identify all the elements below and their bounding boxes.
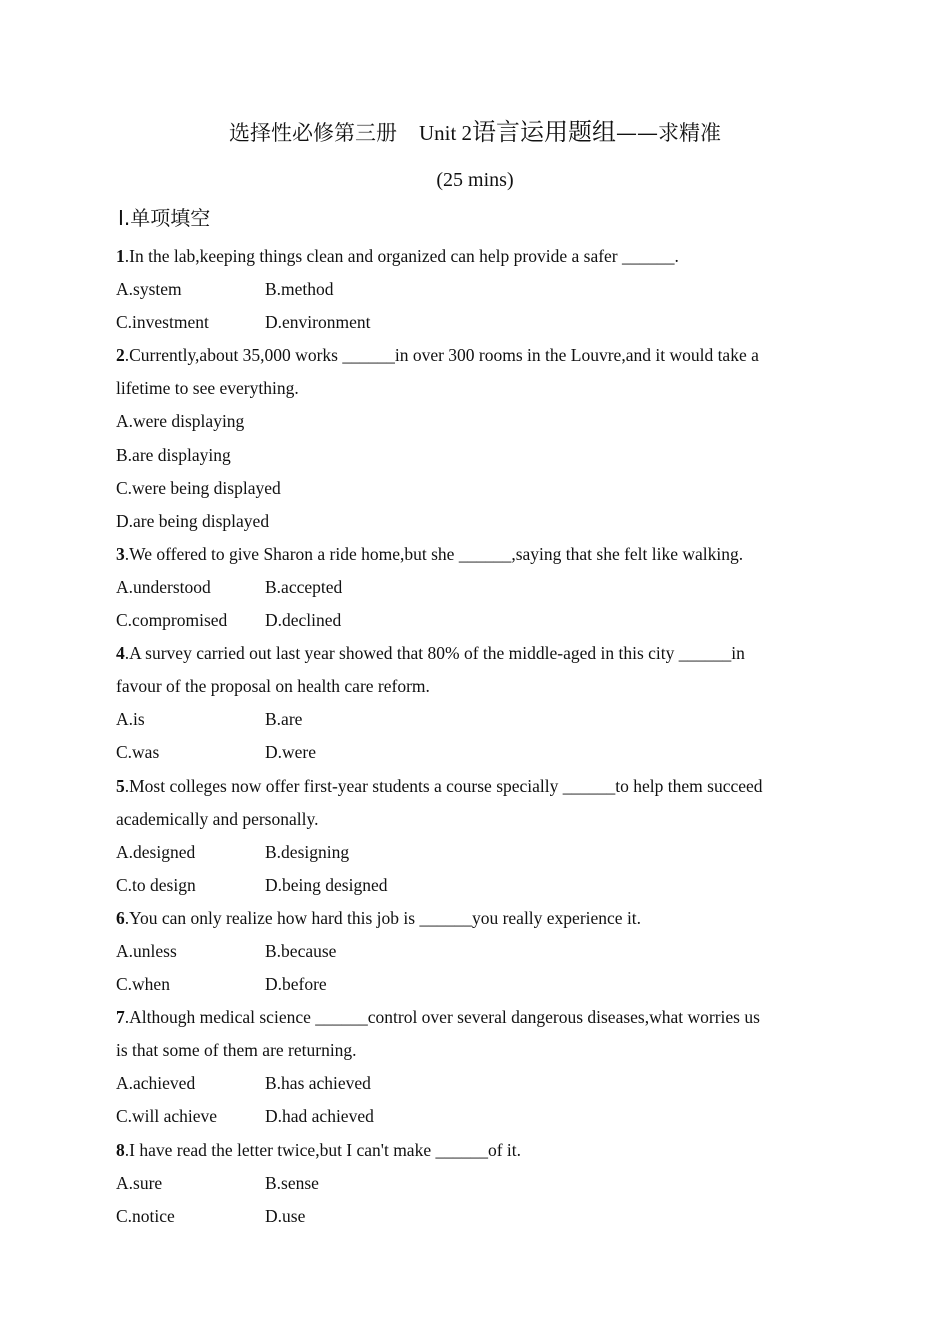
answer-option: A.sure (116, 1172, 163, 1193)
answer-option: A.achieved (116, 1073, 196, 1094)
question-number: 4 (116, 643, 125, 664)
question-number: 2 (116, 345, 125, 366)
section-heading: Ⅰ.单项填空 (118, 206, 211, 230)
question-7-options-row (116, 1100, 831, 1133)
question-4-stem-line (116, 670, 831, 703)
question-6-options-row (116, 935, 831, 968)
title-motto: ——求精准 (616, 121, 722, 145)
answer-option: A.unless (116, 940, 177, 961)
question-2-options-row (116, 505, 831, 538)
question-1-options-row (116, 273, 831, 306)
answer-option: B.because (265, 940, 337, 961)
question-1-options-row (116, 306, 831, 339)
question-5-stem-line (116, 803, 831, 836)
question-list (116, 240, 831, 1233)
answer-option: D.were (265, 742, 317, 763)
question-2-stem-line (116, 339, 831, 372)
question-text: .Most colleges now offer first-year students a course specially ______to help them succeed (124, 775, 763, 796)
answer-option: C.notice (116, 1205, 175, 1226)
time-limit: (25 mins) (436, 169, 514, 191)
title-topic: 语言运用题组 (472, 118, 617, 146)
title-book-name: 选择性必修第三册 (228, 121, 397, 145)
question-5-stem-line (116, 770, 831, 803)
answer-option: C.when (116, 974, 170, 995)
question-2-stem-line (116, 372, 831, 405)
question-text: lifetime to see everything. (116, 378, 299, 399)
question-text: academically and personally. (116, 808, 319, 829)
question-7-stem-line (116, 1034, 831, 1067)
answer-option: B.are (265, 709, 303, 730)
question-2-options-row (116, 439, 831, 472)
answer-option: D.use (265, 1205, 306, 1226)
question-2-options-row (116, 472, 831, 505)
question-text: .You can only realize how hard this job is ______you really experience it. (124, 907, 642, 928)
answer-option: A.is (116, 709, 145, 730)
answer-option: A.understood (116, 576, 211, 597)
question-text: .I have read the letter twice,but I can't make ______of it. (124, 1139, 522, 1160)
question-number: 6 (116, 907, 125, 928)
question-6-stem-line (116, 902, 831, 935)
question-number: 7 (116, 1007, 125, 1028)
question-text: is that some of them are returning. (116, 1040, 357, 1061)
question-text: .Although medical science ______control over several dangerous diseases,what worries us (124, 1007, 760, 1028)
answer-option: B.sense (265, 1172, 319, 1193)
answer-option: C.will achieve (116, 1106, 218, 1127)
question-7-options-row (116, 1067, 831, 1100)
question-5-options-row (116, 836, 831, 869)
question-5-options-row (116, 869, 831, 902)
question-3-options-row (116, 604, 831, 637)
question-number: 5 (116, 775, 125, 796)
question-number: 3 (116, 543, 125, 564)
answer-option: D.before (265, 974, 327, 995)
answer-option: D.being designed (265, 874, 388, 895)
question-4-options-row (116, 736, 831, 769)
answer-option: D.environment (265, 312, 371, 333)
answer-option: C.was (116, 742, 160, 763)
question-6-options-row (116, 968, 831, 1001)
answer-option: B.has achieved (265, 1073, 371, 1094)
question-2-options-row (116, 405, 831, 438)
question-number: 1 (116, 246, 125, 266)
question-text: .A survey carried out last year showed that 80% of the middle-aged in this city ______in (124, 643, 745, 664)
answer-option: A.system (116, 279, 182, 300)
answer-option: A.were displaying (116, 411, 245, 432)
answer-option: C.to design (116, 874, 196, 895)
question-4-options-row (116, 703, 831, 736)
answer-option: D.declined (265, 610, 342, 631)
question-8-stem-line (116, 1134, 831, 1167)
answer-option: D.had achieved (265, 1106, 374, 1127)
question-text: .We offered to give Sharon a ride home,but she ______,saying that she felt like walking. (124, 543, 744, 564)
answer-option: B.designing (265, 841, 350, 862)
answer-option: D.are being displayed (116, 510, 270, 531)
question-number: 8 (116, 1139, 125, 1160)
question-text: .In the lab,keeping things clean and organized can help provide a safer ______. (124, 246, 679, 266)
answer-option: C.compromised (116, 610, 228, 631)
answer-option: B.are displaying (116, 444, 231, 465)
question-4-stem-line (116, 637, 831, 670)
page-title (0, 114, 950, 151)
answer-option: B.accepted (265, 576, 343, 597)
question-3-options-row (116, 571, 831, 604)
answer-option: C.investment (116, 312, 209, 333)
answer-option: A.designed (116, 841, 196, 862)
answer-option: C.were being displayed (116, 477, 281, 498)
question-1-stem-line (116, 240, 831, 273)
question-3-stem-line (116, 538, 831, 571)
answer-option: B.method (265, 279, 334, 300)
question-8-options-row (116, 1167, 831, 1200)
question-8-options-row (116, 1200, 831, 1233)
title-unit: Unit 2 (418, 121, 473, 145)
question-7-stem-line (116, 1001, 831, 1034)
question-text: .Currently,about 35,000 works ______in over 300 rooms in the Louvre,and it would take a (124, 345, 759, 366)
question-text: favour of the proposal on health care reform. (116, 676, 430, 697)
